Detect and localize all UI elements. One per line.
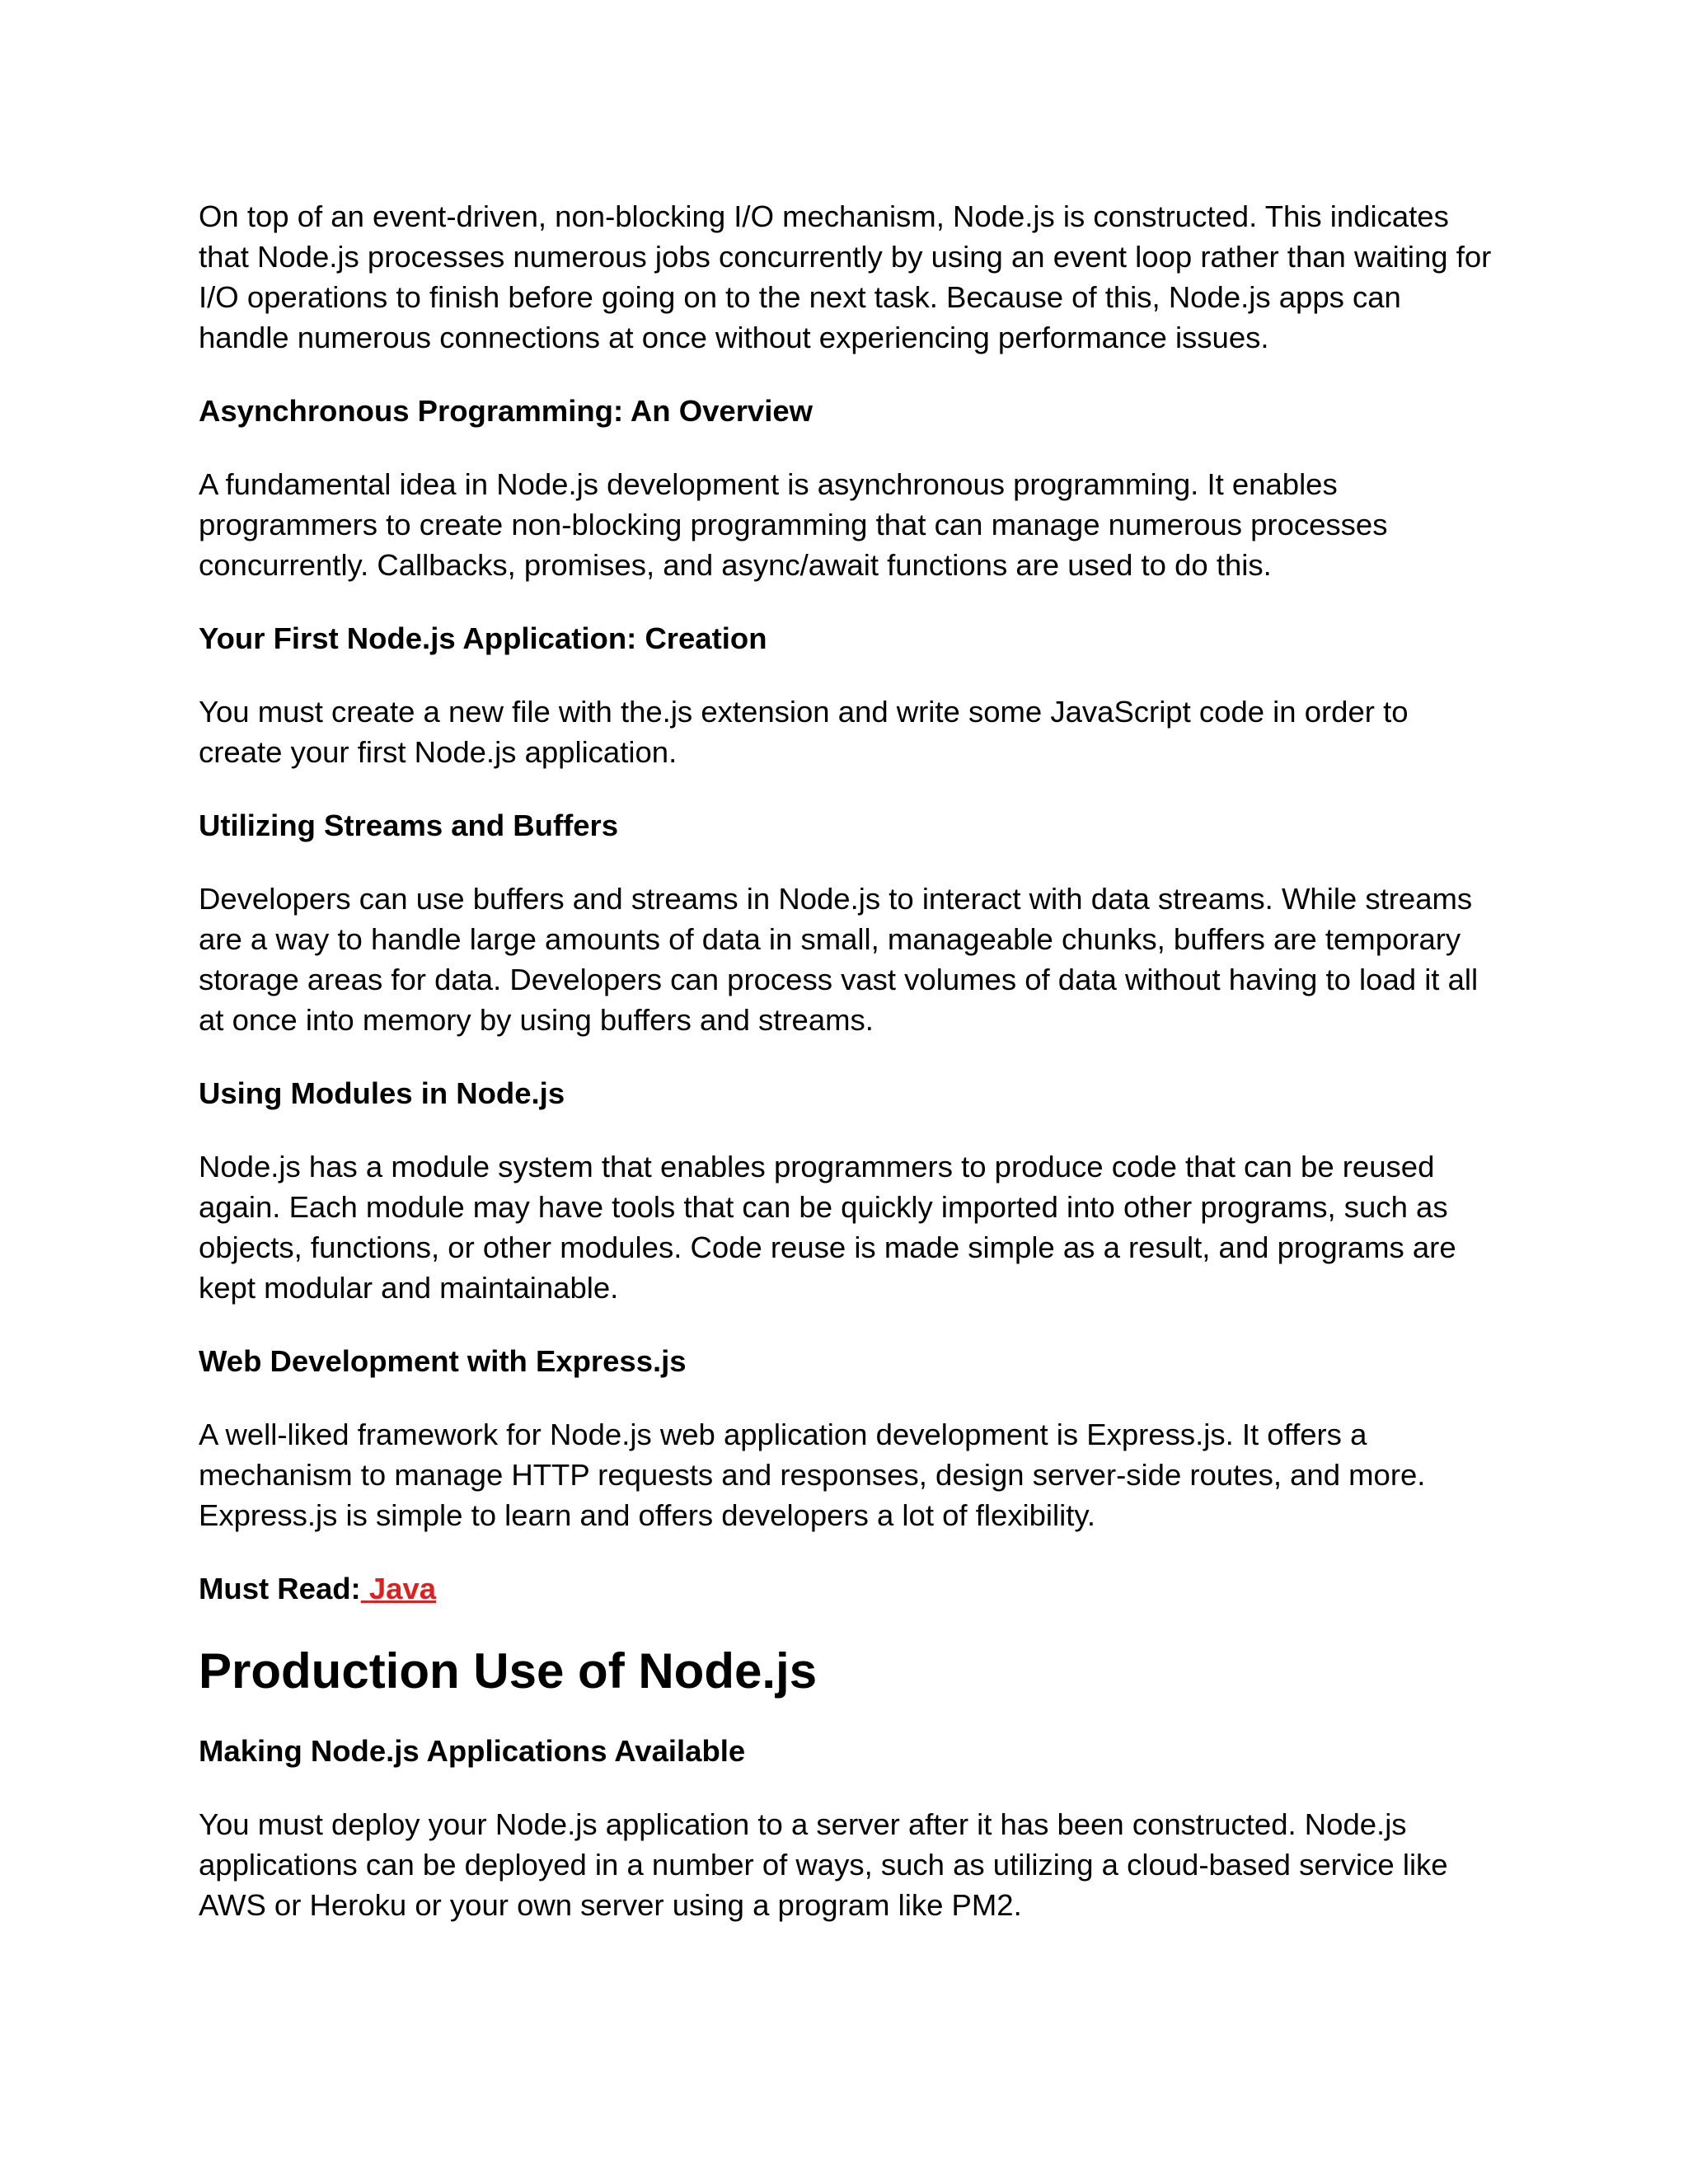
heading-asynchronous-programming: Asynchronous Programming: An Overview [199, 394, 814, 428]
heading-streams-buffers: Utilizing Streams and Buffers [199, 808, 619, 842]
paragraph-making-available: You must deploy your Node.js application to a server after it has been constructed. Node.js applications can be deployed in a number of ways, such as utilizing a cloud-based service like AWS or Heroku or your own server using a program like PM2. [199, 1807, 1448, 1922]
paragraph-streams-buffers: Developers can use buffers and streams in Node.js to interact with data streams. While streams are a way to handle large amounts of data in small, manageable chunks, buffers are temporary storage areas for data. Developers can process vast volumes of data without having to load it all at once into memory by using buffers and streams. [199, 882, 1479, 1037]
paragraph-first-application: You must create a new file with the.js extension and write some JavaScript code in order to create your first Node.js application. [199, 695, 1409, 769]
must-read-java-link[interactable]: Java [368, 1572, 437, 1605]
heading-making-available: Making Node.js Applications Available [199, 1734, 746, 1768]
must-read-link-space [361, 1572, 369, 1605]
paragraph-modules: Node.js has a module system that enables programmers to produce code that can be reused again. Each module may have tools that can be quickly imported into other programs, such as objects, functions, or other modules. Code reuse is made simple as a result, and programs are kept modular and maintainable. [199, 1150, 1456, 1305]
paragraph-asynchronous-programming: A fundamental idea in Node.js development is asynchronous programming. It enables programmers to create non-blocking programming that can manage numerous processes concurrently. Callbacks, promises, and async/await functions are used to do this. [199, 467, 1388, 582]
heading-express: Web Development with Express.js [199, 1344, 687, 1378]
must-read-line [199, 1568, 1497, 1609]
heading-first-application: Your First Node.js Application: Creation [199, 621, 767, 655]
document-page [199, 196, 1497, 1958]
must-read-label: Must Read: [199, 1572, 361, 1605]
heading-production-use: Production Use of Node.js [199, 1643, 818, 1699]
paragraph-event-driven: On top of an event-driven, non-blocking I/O mechanism, Node.js is constructed. This indicates that Node.js processes numerous jobs concurrently by using an event loop rather than waiting for I/O operations to finish before going on to the next task. Because of this, Node.js apps can handle numerous connections at once without experiencing performance issues. [199, 199, 1492, 354]
heading-modules: Using Modules in Node.js [199, 1076, 565, 1110]
paragraph-express: A well-liked framework for Node.js web application development is Express.js. It offers a mechanism to manage HTTP requests and responses, design server-side routes, and more. Express.js is simple to learn and offers developers a lot of flexibility. [199, 1418, 1426, 1532]
